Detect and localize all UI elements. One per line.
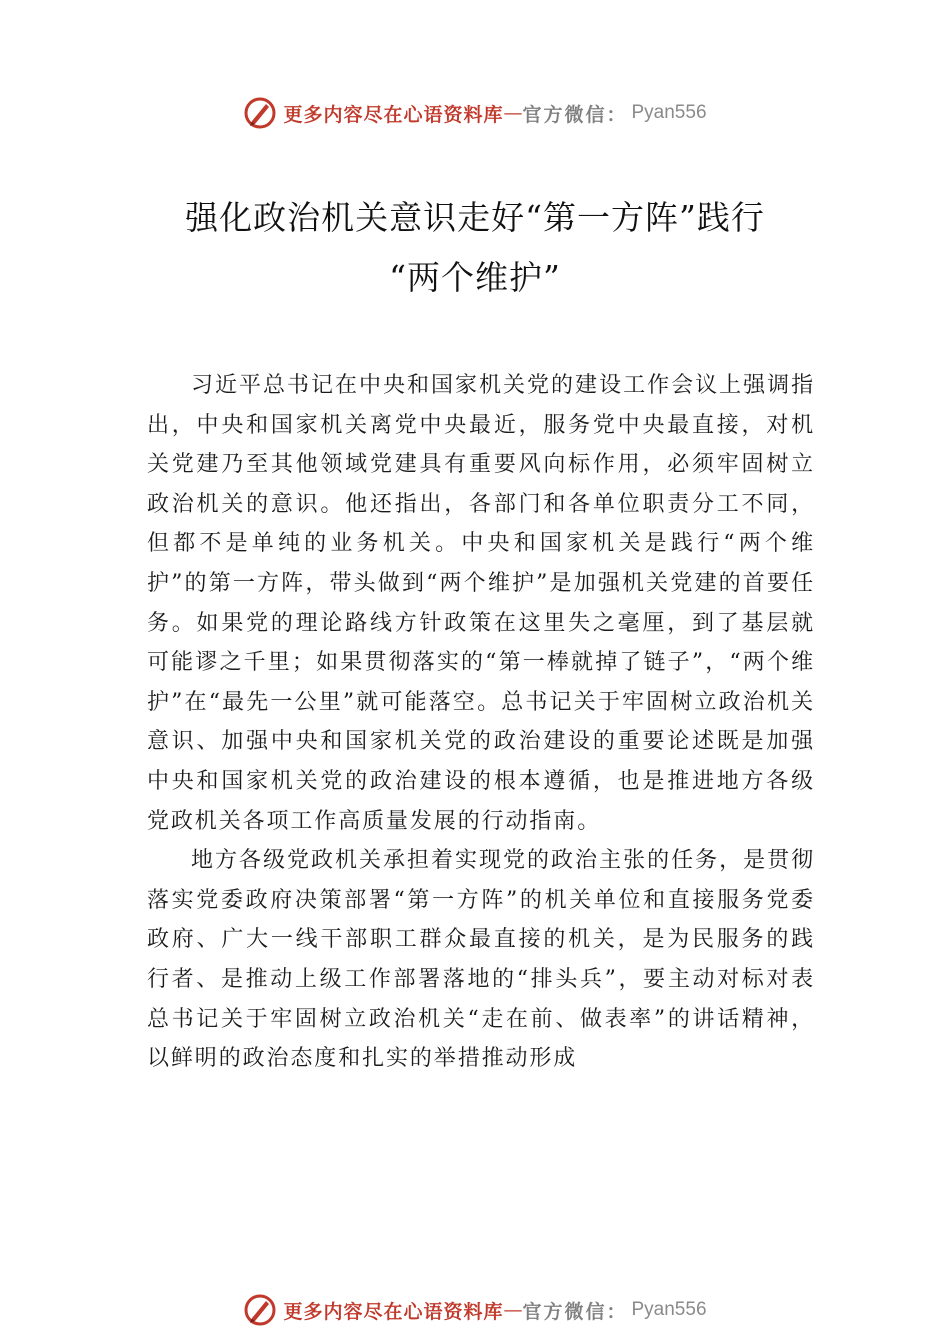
- title-line-2: “两个维护”: [389, 258, 561, 297]
- paragraph-1: 习近平总书记在中央和国家机关党的建设工作会议上强调指出，中央和国家机关离党中央最近，服务党中央最直接，对机关党建乃至其他领域党建具有重要风向标作用，必须牢固树立政治机关的意识。他还指出，各部门和各单位职责分工不同，但都不是单纯的业务机关。中央和国家机关是践行“两个维护”的第一方阵，带头做到“两个维护”是加强机关党建的首要任务。如果党的理论路线方针政策在这里失之毫厘，到了基层就可能谬之千里；如果贯彻落实的“第一棒就掉了链子”，“两个维护”在“最先一公里”就可能落空。总书记关于牢固树立政治机关意识、加强中央和国家机关党的政治建设的重要论述既是加强中央和国家机关党的政治建设的根本遵循，也是推进地方各级党政机关各项工作高质量发展的行动指南。: [147, 373, 815, 834]
- banner-wechat-label: 官方微信：: [522, 1300, 628, 1323]
- pen-logo-icon: [243, 96, 277, 130]
- document-title: [60, 188, 890, 308]
- banner-slogan: 更多内容尽在心语资料库: [283, 103, 504, 126]
- document-body: [147, 366, 815, 1079]
- banner-dash: —: [503, 102, 523, 124]
- footer-banner: [0, 1290, 950, 1330]
- banner-wechat-id: Pyan556: [631, 1299, 707, 1320]
- paragraph-2: 地方各级党政机关承担着实现党的政治主张的任务，是贯彻落实党委政府决策部署“第一方阵”的机关单位和直接服务党委政府、广大一线干部职工群众最直接的机关，是为民服务的践行者、是推动上级工作部署落地的“排头兵”，要主动对标对表总书记关于牢固树立政治机关“走在前、做表率”的讲话精神，以鲜明的政治态度和扎实的举措推动形成: [147, 848, 815, 1072]
- banner-slogan: 更多内容尽在心语资料库: [283, 1300, 504, 1323]
- pen-logo-icon: [243, 1293, 277, 1327]
- header-banner: [0, 93, 950, 133]
- title-line-1: 强化政治机关意识走好“第一方阵”践行: [185, 198, 765, 237]
- banner-wechat-label: 官方微信：: [522, 103, 628, 126]
- banner-dash: —: [503, 1299, 523, 1321]
- banner-wechat-id: Pyan556: [631, 102, 707, 123]
